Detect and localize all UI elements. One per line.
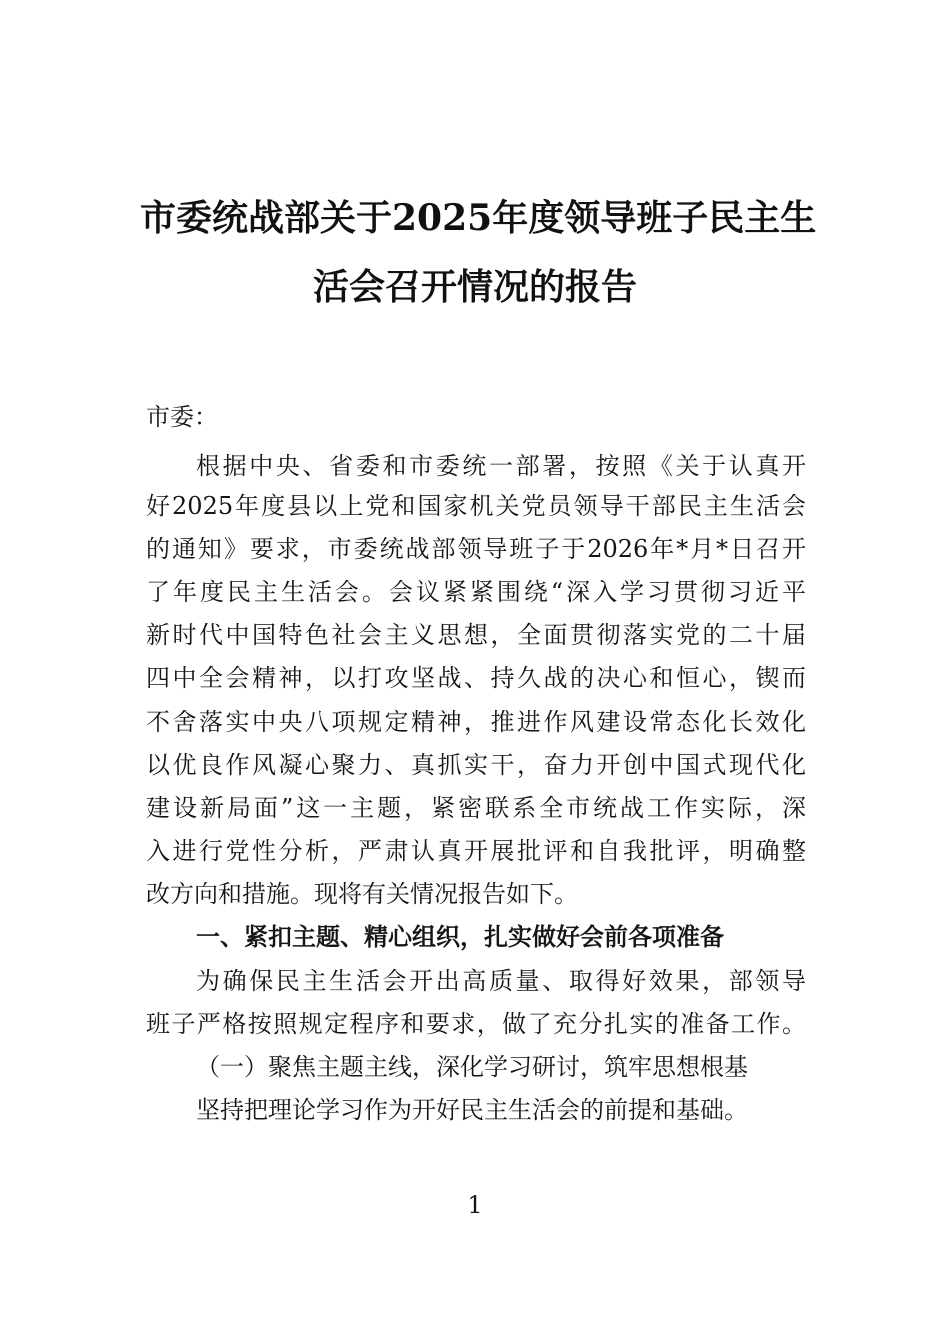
- paragraph-3-line: 坚持把理论学习作为开好民主生活会的前提和基础。: [196, 1096, 748, 1124]
- paragraph-2-line: 班子严格按照规定程序和要求，做了充分扎实的准备工作。: [146, 1010, 806, 1038]
- paragraph-1-line: 建设新局面”这一主题，紧密联系全市统战工作实际，深: [146, 794, 806, 822]
- page-number: 1: [467, 1191, 483, 1219]
- paragraph-1-line: 新时代中国特色社会主义思想，全面贯彻落实党的二十届: [146, 621, 806, 649]
- paragraph-1-line: 好2025年度县以上党和国家机关党员领导干部民主生活会: [146, 492, 806, 520]
- paragraph-1-line: 改方向和措施。现将有关情况报告如下。: [146, 880, 578, 908]
- subheading-1: （一）聚焦主题主线，深化学习研讨，筑牢思想根基: [196, 1053, 748, 1081]
- paragraph-1-line: 根据中央、省委和市委统一部署，按照《关于认真开: [196, 452, 806, 480]
- paragraph-1-line: 的通知》要求，市委统战部领导班子于2026年*月*日召开: [146, 535, 806, 563]
- paragraph-1-line: 了年度民主生活会。会议紧紧围绕“深入学习贯彻习近平: [146, 578, 806, 606]
- salutation: 市委：: [146, 403, 218, 431]
- paragraph-1-line: 以优良作风凝心聚力、真抓实干，奋力开创中国式现代化: [146, 751, 806, 779]
- paragraph-2-line: 为确保民主生活会开出高质量、取得好效果，部领导: [196, 967, 806, 995]
- section-heading-1: 一、紧扣主题、精心组织，扎实做好会前各项准备: [196, 923, 724, 951]
- document-title-line-2: 活会召开情况的报告: [312, 266, 637, 308]
- paragraph-1-line: 入进行党性分析，严肃认真开展批评和自我批评，明确整: [146, 837, 806, 865]
- paragraph-1-line: 不舍落实中央八项规定精神，推进作风建设常态化长效化: [146, 708, 806, 736]
- document-title-line-1: 市委统战部关于2025年度领导班子民主生: [140, 197, 817, 239]
- paragraph-1-line: 四中全会精神，以打攻坚战、持久战的决心和恒心，锲而: [146, 664, 806, 692]
